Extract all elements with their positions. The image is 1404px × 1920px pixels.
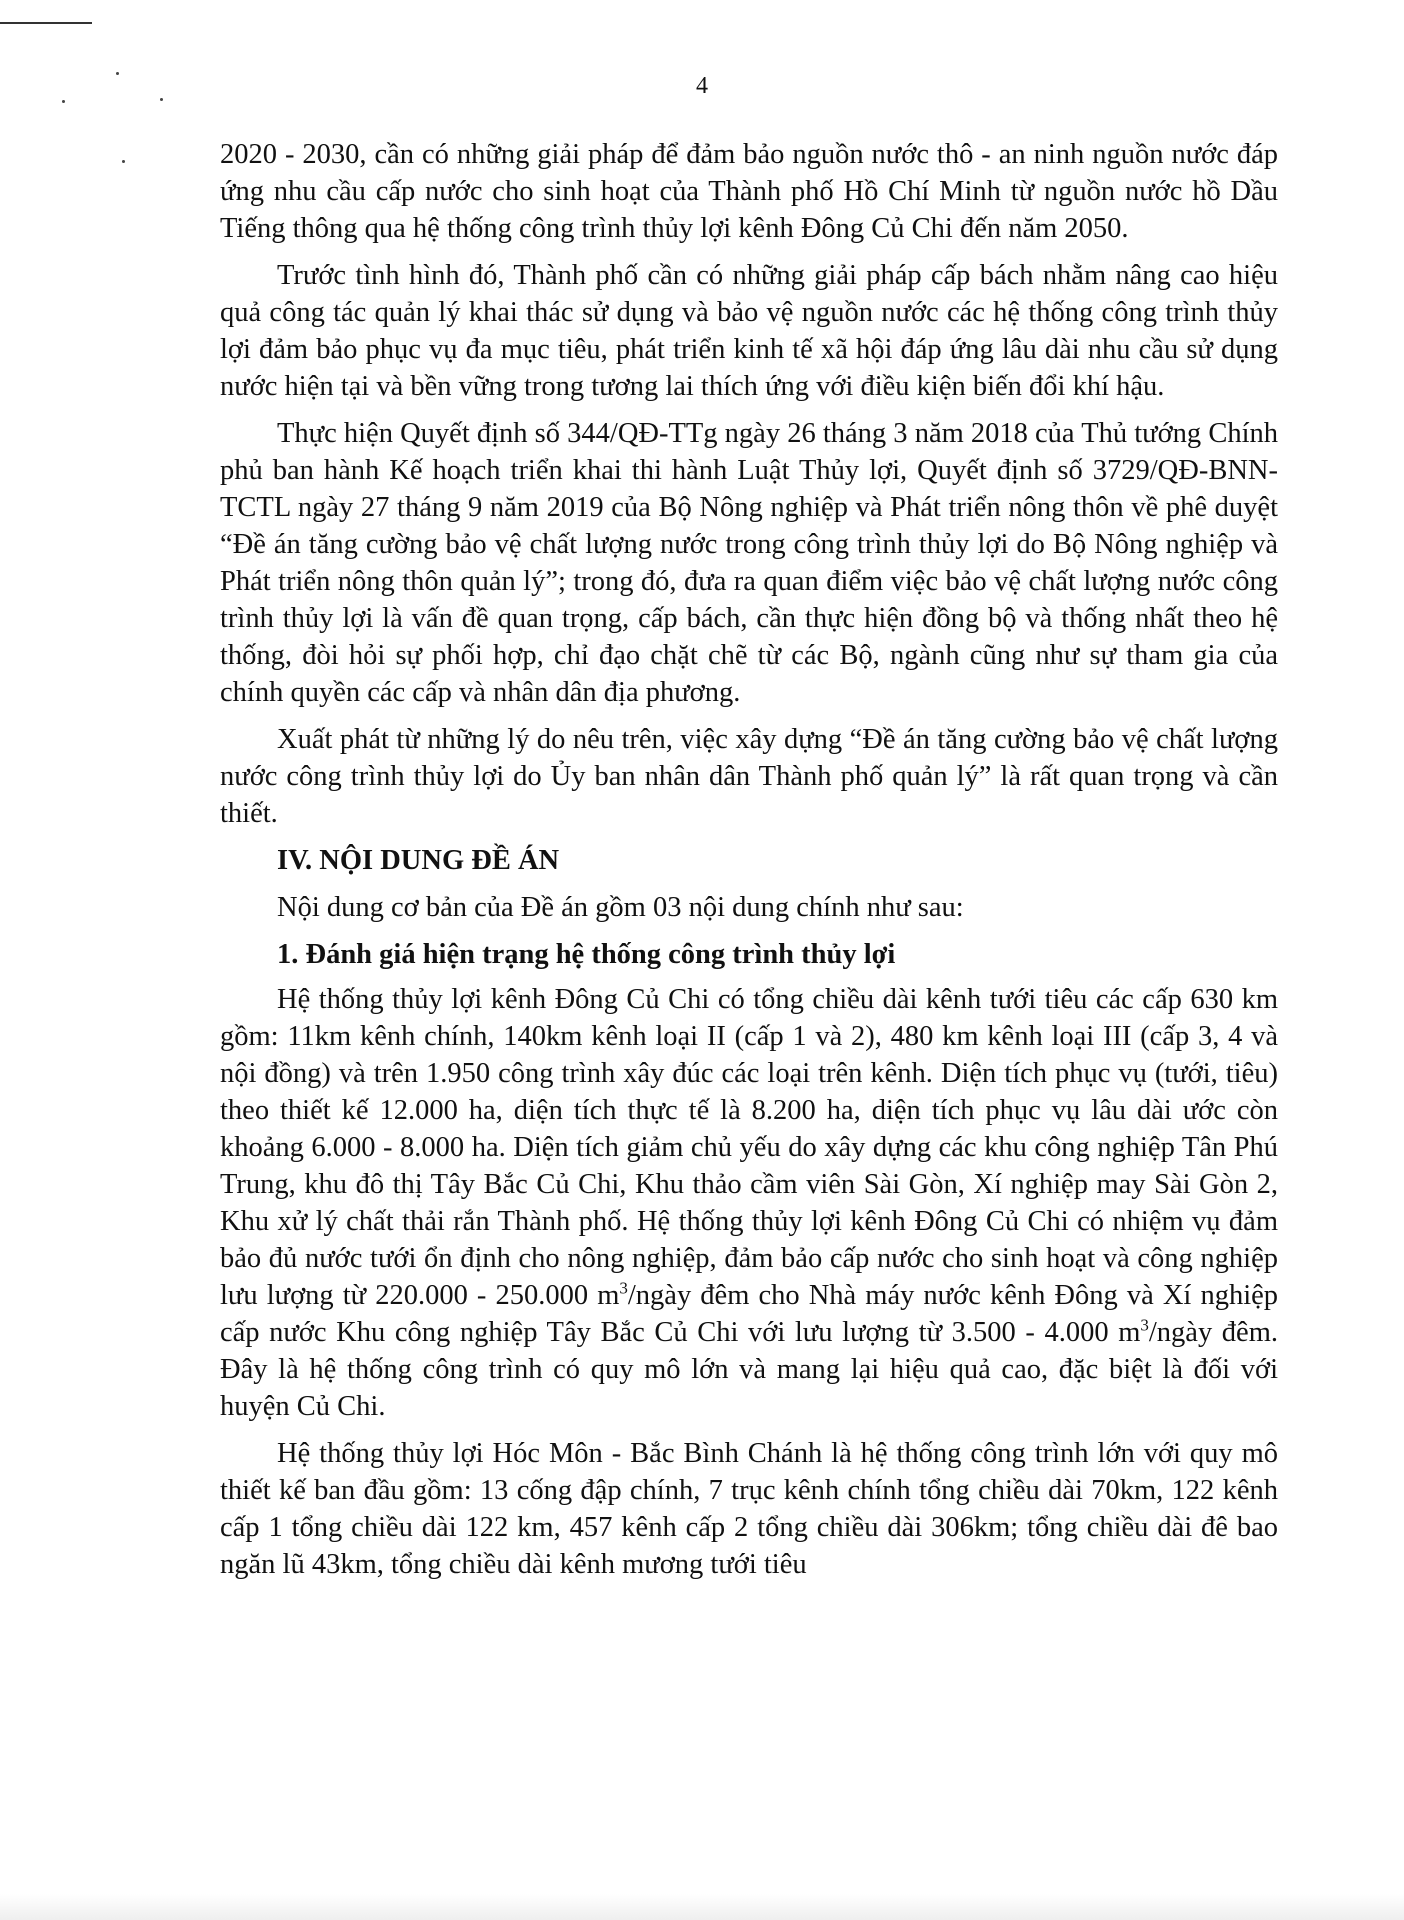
paragraph-1: 2020 - 2030, cần có những giải pháp để đảm bảo nguồn nước thô - an ninh nguồn nước đáp ứng nhu cầu cấp nước cho sinh hoạt của Thành phố Hồ Chí Minh từ nguồn nước hồ Dầu Tiếng thông qua hệ thống công trình thủy lợi kênh Đông Củ Chi đến năm 2050.: [220, 139, 1278, 244]
scan-speck: [62, 100, 65, 103]
paragraph-5: Nội dung cơ bản của Đề án gồm 03 nội dung chính như sau:: [277, 892, 964, 923]
superscript-3: 3: [1140, 1315, 1149, 1335]
paragraph-3: Thực hiện Quyết định số 344/QĐ-TTg ngày 26 tháng 3 năm 2018 của Thủ tướng Chính phủ ban hành Kế hoạch triển khai thi hành Luật Thủy lợi, Quyết định số 3729/QĐ-BNN-TCTL ngày 27 tháng 9 năm 2019 của Bộ Nông nghiệp và Phát triển nông thôn về phê duyệt “Đề án tăng cường bảo vệ chất lượng nước trong công trình thủy lợi do Bộ Nông nghiệp và Phát triển nông thôn quản lý”; trong đó, đưa ra quan điểm việc bảo vệ chất lượng nước công trình thủy lợi là vấn đề quan trọng, cấp bách, cần thực hiện đồng bộ và thống nhất theo hệ thống, đòi hỏi sự phối hợp, chỉ đạo chặt chẽ từ các Bộ, ngành cũng như sự tham gia của chính quyền các cấp và nhân dân địa phương.: [220, 418, 1278, 708]
paragraph-2: Trước tình hình đó, Thành phố cần có những giải pháp cấp bách nhằm nâng cao hiệu quả công tác quản lý khai thác sử dụng và bảo vệ nguồn nước các hệ thống công trình thủy lợi đảm bảo phục vụ đa mục tiêu, phát triển kinh tế xã hội đáp ứng lâu dài nhu cầu sử dụng nước hiện tại và bền vững trong tương lai thích ứng với điều kiện biến đổi khí hậu.: [220, 260, 1278, 402]
top-rule: [0, 22, 92, 24]
paragraph-7: Hệ thống thủy lợi Hóc Môn - Bắc Bình Chánh là hệ thống công trình lớn với quy mô thiết kế ban đầu gồm: 13 cống đập chính, 7 trục kênh chính tổng chiều dài 70km, 122 kênh cấp 1 tổng chiều dài 122 km, 457 kênh cấp 2 tổng chiều dài 306km; tổng chiều dài đê bao ngăn lũ 43km, tổng chiều dài kênh mương tưới tiêu: [220, 1438, 1278, 1580]
paragraph-4: Xuất phát từ những lý do nêu trên, việc xây dựng “Đề án tăng cường bảo vệ chất lượng nước công trình thủy lợi do Ủy ban nhân dân Thành phố quản lý” là rất quan trọng và cần thiết.: [220, 724, 1278, 829]
page-number: 4: [696, 73, 708, 99]
scan-edge-noise: [0, 1894, 1404, 1920]
paragraph-6-part-b: /ngày đêm cho Nhà máy nước kênh Đông và Xí nghiệp cấp nước Khu công nghiệp Tây Bắc Củ Chi với lưu lượng từ 3.500 - 4.000 m: [220, 1280, 1279, 1348]
document-body: [220, 136, 1278, 1593]
section-heading-iv: IV. NỘI DUNG ĐỀ ÁN: [277, 845, 560, 876]
paragraph-6: [220, 981, 1278, 1425]
subsection-heading-1: 1. Đánh giá hiện trạng hệ thống công trình thủy lợi: [277, 939, 896, 970]
superscript-3: 3: [619, 1278, 628, 1298]
scan-speck: [122, 160, 125, 163]
paragraph-6-part-a: Hệ thống thủy lợi kênh Đông Củ Chi có tổng chiều dài kênh tưới tiêu các cấp 630 km gồm: 11km kênh chính, 140km kênh loại II (cấp 1 và 2), 480 km kênh loại III (cấp 3, 4 và nội đồng) và trên 1.950 công trình xây đúc các loại trên kênh. Diện tích phục vụ (tưới, tiêu) theo thiết kế 12.000 ha, diện tích thực tế là 8.200 ha, diện tích phục vụ lâu dài ước còn khoảng 6.000 - 8.000 ha. Diện tích giảm chủ yếu do xây dựng các khu công nghiệp Tân Phú Trung, khu đô thị Tây Bắc Củ Chi, Khu thảo cầm viên Sài Gòn, Xí nghiệp may Sài Gòn 2, Khu xử lý chất thải rắn Thành phố. Hệ thống thủy lợi kênh Đông Củ Chi có nhiệm vụ đảm bảo đủ nước tưới ổn định cho nông nghiệp, đảm bảo cấp nước cho sinh hoạt và công nghiệp lưu lượng từ 220.000 - 250.000 m: [220, 984, 1278, 1311]
paragraph-6-part-c: /ngày đêm. Đây là hệ thống công trình có quy mô lớn và mang lại hiệu quả cao, đặc biệt là đối với huyện Củ Chi.: [220, 1317, 1278, 1422]
